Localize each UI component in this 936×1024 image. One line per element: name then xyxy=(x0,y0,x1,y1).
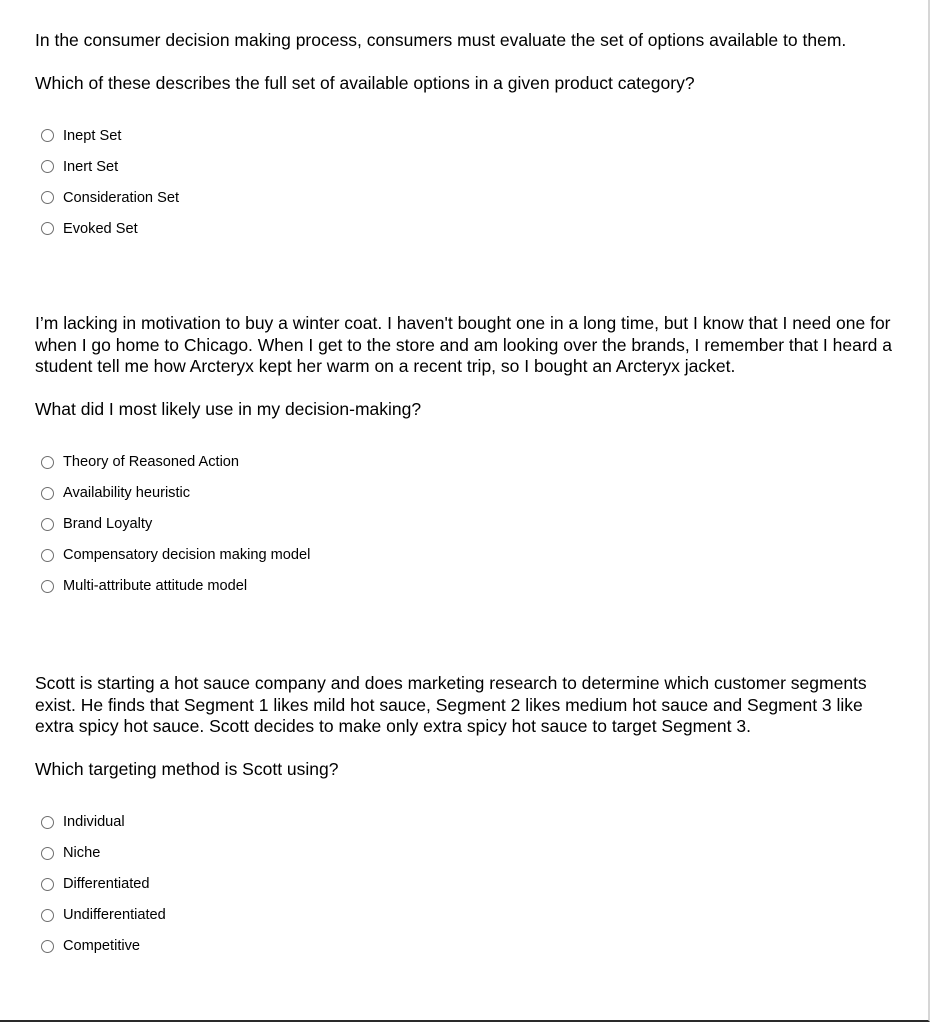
radio-button[interactable] xyxy=(41,129,54,142)
radio-button[interactable] xyxy=(41,909,54,922)
question-1 xyxy=(35,30,903,244)
question-3-option-2[interactable] xyxy=(35,838,903,869)
option-label: Brand Loyalty xyxy=(63,516,153,533)
radio-button[interactable] xyxy=(41,816,54,829)
question-1-options xyxy=(35,120,903,244)
option-label: Inert Set xyxy=(63,158,119,175)
radio-button[interactable] xyxy=(41,456,54,469)
option-label: Compensatory decision making model xyxy=(63,547,311,564)
question-3-option-3[interactable] xyxy=(35,869,903,900)
question-3-option-1[interactable] xyxy=(35,807,903,838)
radio-button[interactable] xyxy=(41,940,54,953)
option-label: Availability heuristic xyxy=(63,485,191,502)
radio-button[interactable] xyxy=(41,487,54,500)
option-label: Theory of Reasoned Action xyxy=(63,454,240,471)
option-label: Inept Set xyxy=(63,127,122,144)
option-label: Multi-attribute attitude model xyxy=(63,578,248,595)
radio-button[interactable] xyxy=(41,222,54,235)
option-label: Evoked Set xyxy=(63,220,138,237)
question-2-options xyxy=(35,447,903,602)
option-label: Competitive xyxy=(63,938,141,955)
question-2 xyxy=(35,313,903,602)
radio-button[interactable] xyxy=(41,878,54,891)
radio-button[interactable] xyxy=(41,160,54,173)
question-1-option-4[interactable] xyxy=(35,213,903,244)
question-2-option-5[interactable] xyxy=(35,571,903,602)
radio-button[interactable] xyxy=(41,191,54,204)
question-3-options xyxy=(35,807,903,962)
option-label: Differentiated xyxy=(63,876,150,893)
question-2-prompt: What did I most likely use in my decision-making? xyxy=(35,399,422,420)
question-2-option-2[interactable] xyxy=(35,478,903,509)
radio-button[interactable] xyxy=(41,518,54,531)
question-3-option-4[interactable] xyxy=(35,900,903,931)
option-label: Consideration Set xyxy=(63,189,180,206)
question-2-option-3[interactable] xyxy=(35,509,903,540)
question-3-prompt: Which targeting method is Scott using? xyxy=(35,759,339,780)
question-2-option-1[interactable] xyxy=(35,447,903,478)
radio-button[interactable] xyxy=(41,580,54,593)
option-label: Individual xyxy=(63,814,125,831)
option-label: Niche xyxy=(63,845,101,862)
option-label: Undifferentiated xyxy=(63,907,166,924)
question-1-option-3[interactable] xyxy=(35,182,903,213)
radio-button[interactable] xyxy=(41,549,54,562)
question-1-option-1[interactable] xyxy=(35,120,903,151)
question-1-option-2[interactable] xyxy=(35,151,903,182)
question-2-stem: I’m lacking in motivation to buy a winter coat. I haven't bought one in a long time, but I know that I need one for when I go home to Chicago. When I get to the store and am looking over the brands, I remember that I heard a student tell me how Arcteryx kept her warm on a recent trip, so I bought an Arcteryx jacket. xyxy=(35,313,893,377)
question-3 xyxy=(35,673,903,962)
question-1-stem: In the consumer decision making process, consumers must evaluate the set of options available to them. xyxy=(35,30,847,50)
question-2-option-4[interactable] xyxy=(35,540,903,571)
question-3-option-5[interactable] xyxy=(35,931,903,962)
question-1-prompt: Which of these describes the full set of available options in a given product category? xyxy=(35,72,695,93)
radio-button[interactable] xyxy=(41,847,54,860)
question-3-stem: Scott is starting a hot sauce company and does marketing research to determine which customer segments exist. He finds that Segment 1 likes mild hot sauce, Segment 2 likes medium hot sauce and Segment 3 like extra spicy hot sauce. Scott decides to make only extra spicy hot sauce to target Segment 3. xyxy=(35,673,867,737)
